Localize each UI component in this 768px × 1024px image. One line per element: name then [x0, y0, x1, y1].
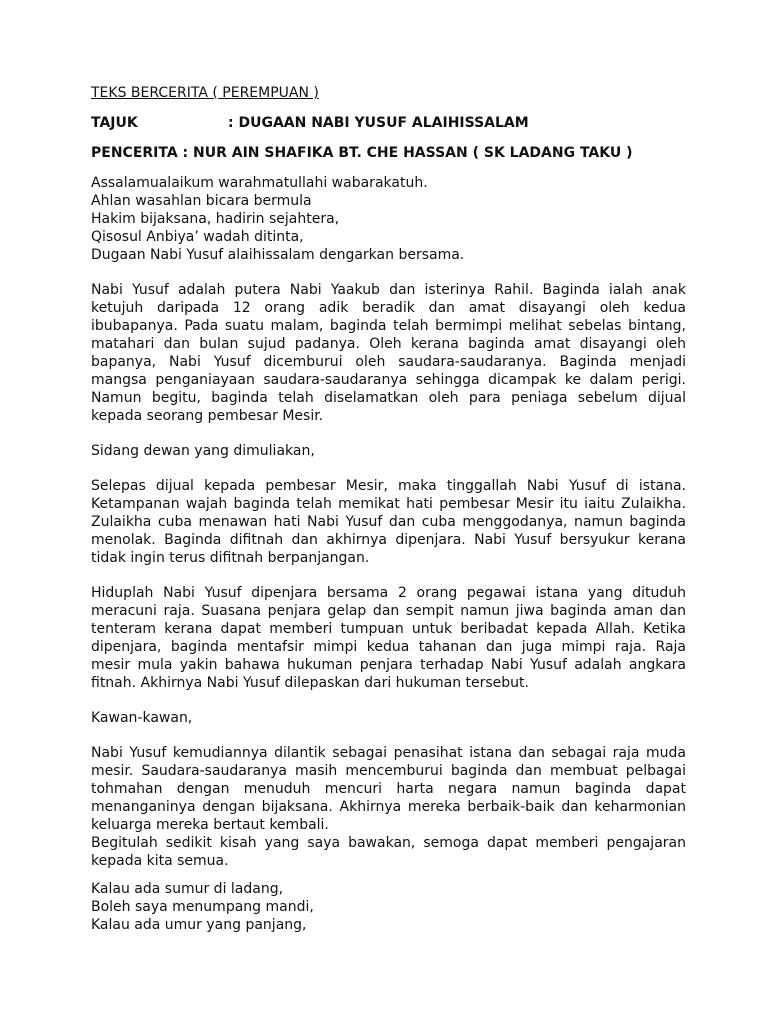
paragraph-line: Ketampanan wajah baginda telah memikat hati pembesar Mesir itu iaitu Zulaikha.	[91, 496, 686, 512]
verse-line: Dugaan Nabi Yusuf alaihissalam dengarkan bersama.	[91, 247, 465, 263]
pencerita-line: PENCERITA : NUR AIN SHAFIKA BT. CHE HASSAN ( SK LADANG TAKU )	[91, 145, 633, 161]
paragraph-line: bapanya, Nabi Yusuf dicemburui oleh saudara-saudaranya. Baginda menjadi	[91, 354, 686, 370]
verse-line: Hakim bijaksana, hadirin sejahtera,	[91, 211, 340, 227]
greeting-verse	[91, 174, 686, 264]
paragraph-1	[91, 281, 686, 425]
paragraph-line: matahari dan bulan sujud padanya. Oleh kerana baginda amat disayangi oleh	[91, 336, 686, 352]
paragraph-line: Nabi Yusuf kemudiannya dilantik sebagai penasihat istana dan sebagai raja muda	[91, 745, 686, 761]
paragraph-line: kepada seorang pembesar Mesir.	[91, 408, 324, 424]
paragraph-line: kepada kita semua.	[91, 853, 229, 869]
paragraph-line: dipenjara, baginda mentafsir mimpi kedua tahanan dan juga mimpi raja. Raja	[91, 639, 686, 655]
paragraph-line: ibubapanya. Pada suatu malam, baginda telah bermimpi melihat sebelas bintang,	[91, 318, 686, 334]
tajuk-value: : DUGAAN NABI YUSUF ALAIHISSALAM	[228, 115, 529, 131]
paragraph-line: mesir. Saudara-saudaranya masih mencemburui baginda dan membuat pelbagai	[91, 763, 686, 779]
paragraph-line: Selepas dijual kepada pembesar Mesir, maka tinggallah Nabi Yusuf di istana.	[91, 478, 686, 494]
paragraph-line: Begitulah sedikit kisah yang saya bawakan, semoga dapat memberi pengajaran	[91, 835, 686, 851]
pantun-verse	[91, 880, 686, 934]
paragraph-line: tohmahan dengan menuduh mencuri harta negara namun baginda dapat	[91, 781, 686, 797]
verse-line: Assalamualaikum warahmatullahi wabarakatuh.	[91, 175, 428, 191]
verse-line: Boleh saya menumpang mandi,	[91, 899, 314, 915]
verse-line: Qisosul Anbiya’ wadah ditinta,	[91, 229, 304, 245]
paragraph-line: Namun begitu, baginda telah diselamatkan oleh para peniaga sebelum dijual	[91, 390, 686, 406]
verse-line: Kalau ada umur yang panjang,	[91, 917, 307, 933]
paragraph-line: ketujuh daripada 12 orang adik beradik dan amat disayangi oleh kedua	[91, 300, 686, 316]
paragraph-line: menolak. Baginda difitnah dan akhirnya dipenjara. Nabi Yusuf bersyukur kerana	[91, 532, 686, 548]
paragraph-line: meracuni raja. Suasana penjara gelap dan sempit namun jiwa baginda aman dan	[91, 603, 686, 619]
paragraph-3	[91, 584, 686, 692]
verse-line: Kalau ada sumur di ladang,	[91, 881, 284, 897]
document-page	[91, 84, 686, 934]
verse-line: Ahlan wasahlan bicara bermula	[91, 193, 312, 209]
paragraph-line: tidak ingin terus difitnah berpanjangan.	[91, 550, 370, 566]
paragraph-line: keluarga mereka bertaut kembali.	[91, 817, 329, 833]
paragraph-line: menanganinya dengan bijaksana. Akhirnya mereka berbaik-baik dan keharmonian	[91, 799, 686, 815]
tajuk-row	[91, 114, 686, 132]
paragraph-line: mesir mula yakin bahawa hukuman penjara terhadap Nabi Yusuf adalah angkara	[91, 657, 686, 673]
paragraph-line: Zulaikha cuba menawan hati Nabi Yusuf dan cuba menggodanya, namun baginda	[91, 514, 686, 530]
document-title: TEKS BERCERITA ( PEREMPUAN )	[91, 85, 319, 101]
tajuk-label: TAJUK	[91, 115, 138, 131]
paragraph-line: Nabi Yusuf adalah putera Nabi Yaakub dan isterinya Rahil. Baginda ialah anak	[91, 282, 686, 298]
paragraph-line: Hiduplah Nabi Yusuf dipenjara bersama 2 orang pegawai istana yang dituduh	[91, 585, 686, 601]
paragraph-line: tenteram kerana dapat memberi tumpuan untuk beribadat kepada Allah. Ketika	[91, 621, 686, 637]
paragraph-5	[91, 834, 686, 870]
paragraph-line: fitnah. Akhirnya Nabi Yusuf dilepaskan dari hukuman tersebut.	[91, 675, 529, 691]
address-line-2: Kawan-kawan,	[91, 710, 193, 726]
paragraph-line: mangsa penganiayaan saudara-saudaranya sehingga dicampak ke dalam perigi.	[91, 372, 686, 388]
paragraph-4	[91, 744, 686, 834]
address-line-1: Sidang dewan yang dimuliakan,	[91, 443, 315, 459]
paragraph-2	[91, 477, 686, 567]
